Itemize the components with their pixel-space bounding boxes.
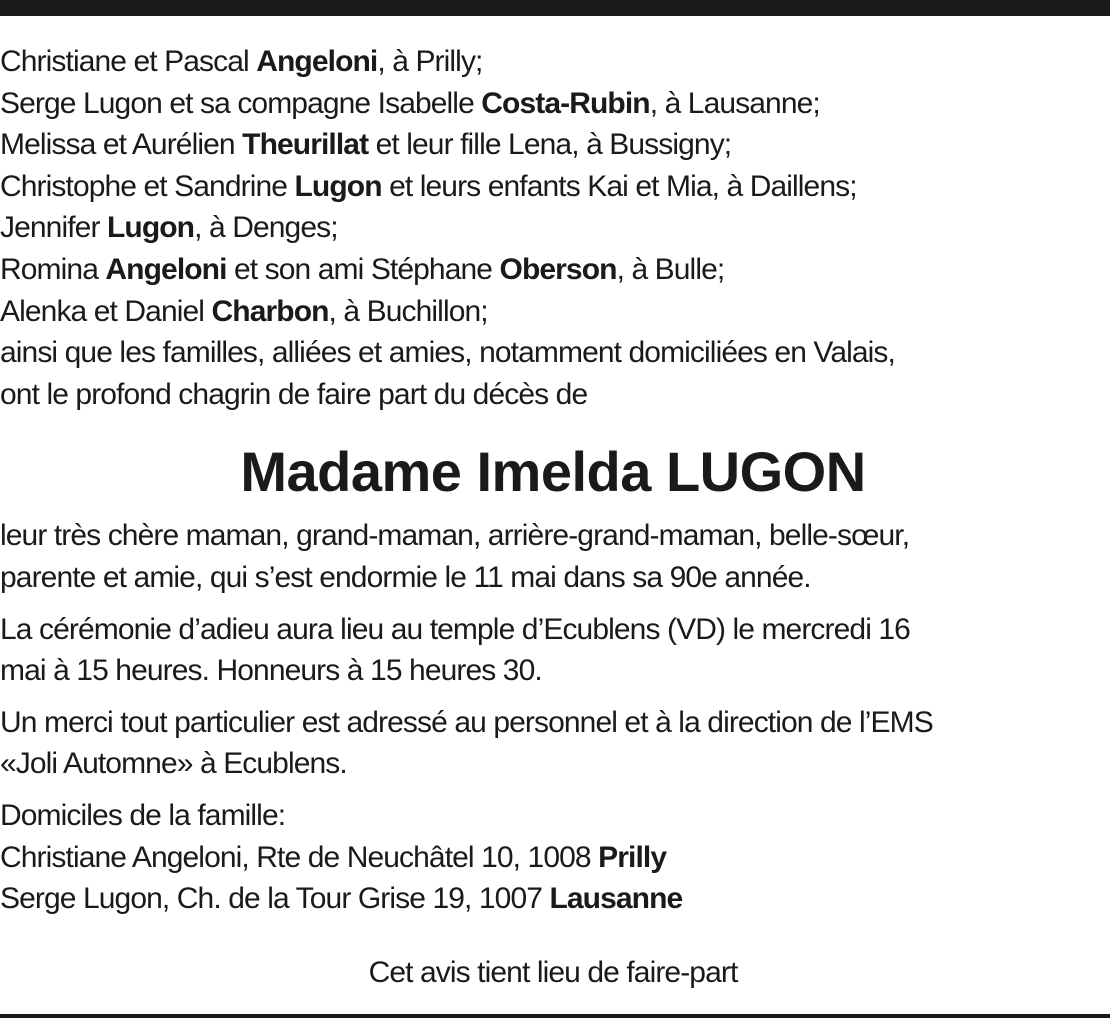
domicile-entry: Christiane Angeloni, Rte de Neuchâtel 10, 1008 Prilly [0,840,667,874]
faire-part-note: Cet avis tient lieu de faire-part [368,956,738,989]
domicile-entry: Serge Lugon, Ch. de la Tour Grise 19, 1007 Lausanne [0,882,683,916]
top-border-rule [0,0,1110,16]
domicile-city: Prilly [598,840,667,874]
bottom-border-rule [0,1014,1110,1018]
intro-line: ainsi que les familles, alliées et amies, notamment domiciliées en Valais, [0,336,895,370]
family-surname: Lugon [106,211,195,245]
family-line: Christophe et Sandrine Lugon et leurs enfants Kai et Mia, à Daillens; [0,169,857,203]
family-line: Jennifer Lugon, à Denges; [0,211,338,245]
domiciles-heading: Domiciles de la famille: [0,798,286,832]
announcement-intro [0,332,1106,415]
family-surname: Costa-Rubin [481,86,650,120]
family-line: Serge Lugon et sa compagne Isabelle Costa-Rubin, à Lausanne; [0,86,820,120]
deceased-name-heading: Madame Imelda LUGON [240,440,866,504]
obituary-body [0,41,1106,920]
family-surname: Theurillat [242,128,369,162]
family-surname: Lugon [294,169,382,203]
tribute-paragraph: leur très chère maman, grand-maman, arrière-grand-maman, belle-sœur, parente et amie, qui s’est endormie le 11 mai dans sa 90e année. [0,519,910,594]
family-line: Melissa et Aurélien Theurillat et leur fille Lena, à Bussigny; [0,128,732,162]
family-line: Romina Angeloni et son ami Stéphane Oberson, à Bulle; [0,252,725,286]
family-line: Christiane et Pascal Angeloni, à Prilly; [0,45,483,78]
family-list [0,41,1106,332]
ceremony-paragraph: La cérémonie d’adieu aura lieu au temple d’Ecublens (VD) le mercredi 16 mai à 15 heures. Honneurs à 15 heures 30. [0,612,910,688]
thanks-paragraph: Un merci tout particulier est adressé au personnel et à la direction de l’EMS «Joli Automne» à Ecublens. [0,705,933,781]
family-domiciles [0,795,1106,920]
family-surname: Angeloni [105,252,227,286]
domicile-city: Lausanne [549,882,683,916]
family-line: Alenka et Daniel Charbon, à Buchillon; [0,294,488,328]
intro-line: ont le profond chagrin de faire part du décès de [0,377,588,411]
family-surname: Charbon [211,294,329,328]
family-surname: Oberson [499,252,617,286]
family-surname: Angeloni [256,45,378,78]
